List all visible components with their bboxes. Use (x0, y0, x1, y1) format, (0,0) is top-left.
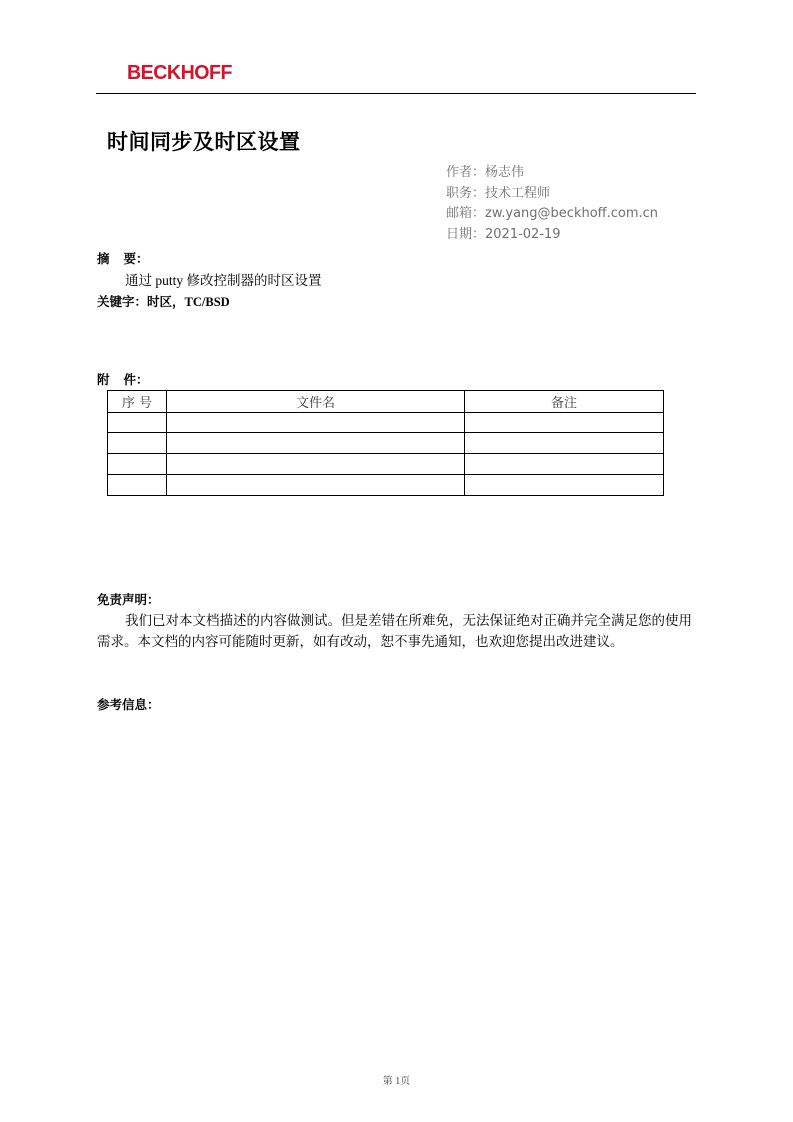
keywords-label: 关键字： (97, 294, 148, 309)
column-header-filename: 文件名 (167, 391, 465, 413)
table-cell (167, 433, 465, 454)
keywords-value-cn: 时区， (147, 294, 185, 309)
table-row (108, 454, 664, 475)
table-cell (465, 433, 664, 454)
references-label: 参考信息： (97, 697, 160, 712)
table-cell (108, 433, 167, 454)
table-row (108, 433, 664, 454)
disclaimer-text: 我们已对本文档描述的内容做测试。但是差错在所难免，无法保证绝对正确并完全满足您的使用需求。本文档的内容可能随时更新，如有改动，恕不事先通知，也欢迎您提出改进建议。 (97, 613, 692, 649)
table-row (108, 412, 664, 433)
attachments-label (97, 370, 149, 388)
table-cell (108, 454, 167, 475)
abstract-label (97, 249, 149, 267)
table-row (108, 474, 664, 495)
table-cell (167, 474, 465, 495)
abstract-text: 通过 putty 修改控制器的时区设置 (125, 273, 322, 288)
table-cell (167, 412, 465, 433)
table-header-row (108, 391, 664, 413)
column-header-index: 序 号 (108, 391, 167, 413)
table-cell (465, 454, 664, 475)
table-cell (465, 412, 664, 433)
document-meta (446, 163, 658, 245)
disclaimer-body (97, 610, 697, 652)
table-cell (108, 412, 167, 433)
table-cell (108, 474, 167, 495)
document-title: 时间同步及时区设置 (107, 130, 301, 154)
meta-email: 邮箱：zw.yang@beckhoff.com.cn (446, 206, 659, 221)
keywords-line (97, 292, 230, 310)
header-divider (96, 93, 696, 94)
abstract-label-part1: 摘 (97, 251, 110, 266)
keywords-value-latin: TC/BSD (184, 295, 230, 309)
meta-date: 日期：2021-02-19 (446, 226, 561, 242)
abstract-label-part2: 要： (123, 251, 149, 266)
meta-author: 作者：杨志伟 (446, 165, 525, 180)
column-header-notes: 备注 (465, 391, 664, 413)
beckhoff-logo: BECKHOFF (127, 62, 232, 84)
attachments-label-part1: 附 (97, 372, 110, 387)
attachments-label-part2: 件： (123, 372, 149, 387)
attachments-table (107, 390, 664, 496)
disclaimer-label: 免责声明： (97, 592, 160, 607)
meta-position: 职务：技术工程师 (446, 185, 551, 201)
table-cell (167, 454, 465, 475)
page-number: 第 1页 (382, 1076, 411, 1087)
table-cell (465, 474, 664, 495)
